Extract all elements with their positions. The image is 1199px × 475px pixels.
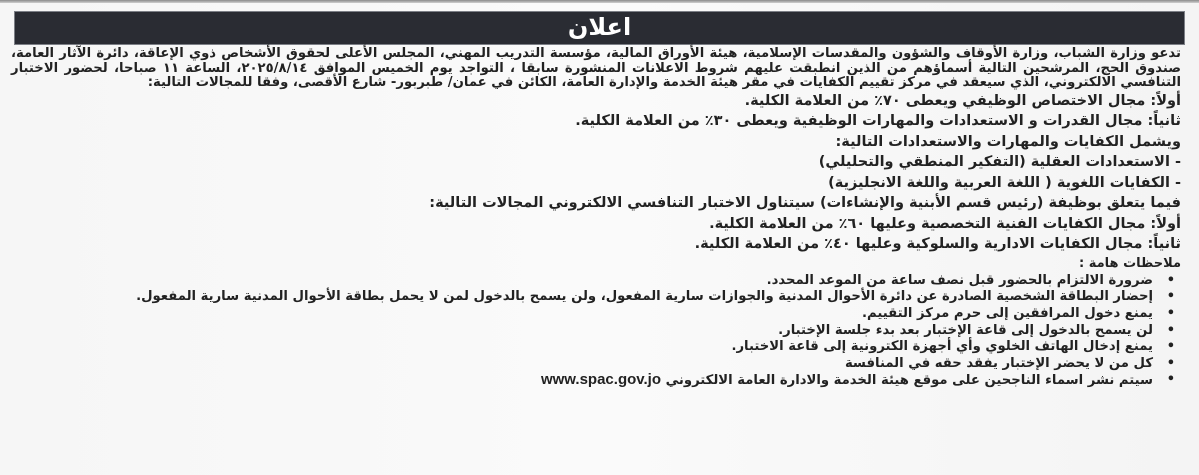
- note-text: لن يسمح بالدخول إلى قاعة الإختبار بعد بدء جلسة الإختبار.: [778, 322, 1153, 338]
- note-item: [11, 356, 1181, 373]
- bullet-icon: •: [1166, 272, 1175, 288]
- section1-include-mental: - الاستعدادات العقلية (التفكير المنطقي والتحليلي): [818, 154, 1181, 171]
- section1-includes-title: ويشمل الكفايات والمهارات والاستعدادات التالية:: [835, 133, 1181, 150]
- note-item: [11, 323, 1181, 340]
- note-text: سيتم نشر اسماء الناجحين على موقع هيئة الخدمة والادارة العامة الالكتروني: [665, 373, 1153, 389]
- section1-include-language: - الكفايات اللغوية ( اللغة العربية واللغة الانجليزية): [828, 174, 1181, 191]
- bullet-icon: •: [1166, 305, 1175, 321]
- section1-second-domain: ثانياً: مجال القدرات و الاستعدادات والمهارات الوظيفية ويعطى ٣٠٪ من العلامة الكلية.: [575, 113, 1181, 130]
- announcement-page: [0, 3, 1199, 475]
- title-banner: [14, 11, 1185, 45]
- note-text: إحضار البطاقة الشخصية الصادرة عن دائرة الأحوال المدنية والجوازات سارية المفعول، ولن يسمح بالدخول لمن لا يحمل بطاقة الأحوال المدنية سارية المفعول.: [136, 289, 1153, 305]
- note-item: [11, 273, 1181, 290]
- announcement-body: [11, 47, 1181, 390]
- section1-first-domain: أولاً: مجال الاختصاص الوظيفي ويعطى ٧٠٪ من العلامة الكلية.: [744, 92, 1181, 109]
- bullet-icon: •: [1166, 289, 1175, 305]
- note-text: ضرورة الالتزام بالحضور قبل نصف ساعة من الموعد المحدد.: [766, 272, 1153, 288]
- page-title: اعلان: [567, 13, 632, 41]
- note-text: يمنع دخول المرافقين إلى حرم مركز التقييم.: [861, 305, 1153, 321]
- note-text: يمنع إدخال الهاتف الخلوي وأي أجهزة الكترونية إلى قاعة الاختبار.: [731, 339, 1153, 355]
- bullet-icon: •: [1166, 322, 1175, 338]
- bullet-icon: •: [1166, 355, 1175, 371]
- bullet-icon: •: [1166, 372, 1175, 388]
- notes-list: [11, 273, 1181, 390]
- note-text: كل من لا يحضر الإختبار يفقد حقه في المنافسة: [844, 355, 1153, 371]
- note-item: [11, 289, 1181, 306]
- notes-title: ملاحظات هامة :: [1079, 255, 1181, 271]
- note-item-website: [11, 372, 1181, 390]
- website-link[interactable]: www.spac.gov.jo: [540, 371, 661, 389]
- section2-second-domain: ثانياً: مجال الكفايات الادارية والسلوكية وعليها ٤٠٪ من العلامة الكلية.: [694, 236, 1181, 253]
- section2-first-domain: أولاً: مجال الكفايات الفنية التخصصية وعليها ٦٠٪ من العلامة الكلية.: [709, 215, 1181, 232]
- note-item: [11, 306, 1181, 323]
- note-item: [11, 339, 1181, 356]
- section2-intro: فيما يتعلق بوظيفة (رئيس قسم الأبنية والإنشاءات) سيتناول الاختبار التنافسي الالكتروني المجالات التالية:: [429, 195, 1181, 212]
- intro-paragraph: تدعو وزارة الشباب، وزارة الأوقاف والشؤون والمقدسات الإسلامية، هيئة الأوراق المالية، مؤسسة التدريب المهني، المجلس الأعلى لحقوق الأشخاص ذوي الإعاقة، دائرة الآثار العامة، صندوق الحج، المرشحين التالية أسماؤهم من الذين انطبقت عليهم شروط الاعلانات المنشورة سابقا ، التواجد يوم الخميس الموافق ٢٠٢٥/٨/١٤، الساعة ١١ صباحا، لحضور الاختبار التنافسي الالكتروني، الذي سيعقد في مركز تقييم الكفايات في مقر هيئة الخدمة والإدارة العامة، الكائن في عمان/ طبربور- شارع الأقصى، وفقا للمجالات التالية:: [11, 46, 1181, 91]
- bullet-icon: •: [1166, 339, 1175, 355]
